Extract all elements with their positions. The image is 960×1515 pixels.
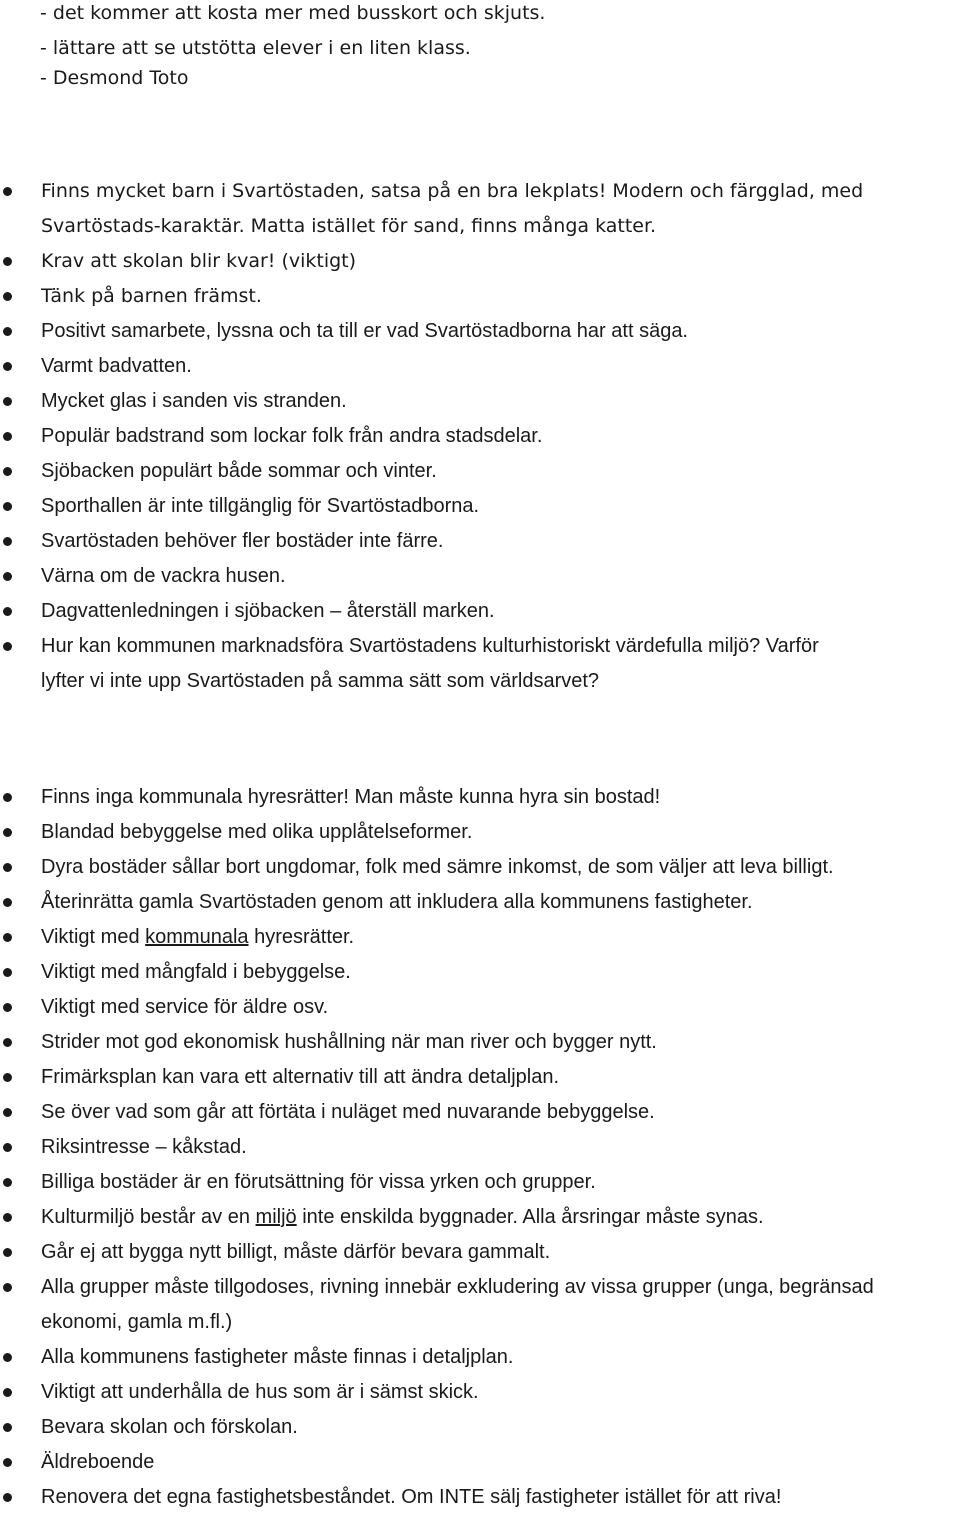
list-item-text: Strider mot god ekonomisk hushållning när man river och bygger nytt.	[41, 1031, 657, 1053]
list-item	[0, 314, 960, 349]
list-item	[0, 955, 960, 990]
list-item	[0, 1130, 960, 1165]
list-item	[0, 885, 960, 920]
list-item	[0, 1270, 960, 1340]
list-item-text: Kulturmiljö består av en	[41, 1206, 256, 1228]
list-item-text: Frimärksplan kan vara ett alternativ till att ändra detaljplan.	[41, 1066, 560, 1088]
list-item	[0, 850, 960, 885]
list-item-text: Viktigt med service för äldre osv.	[41, 996, 329, 1018]
list-item	[0, 1235, 960, 1270]
list-item-text: hyresrätter.	[248, 926, 355, 948]
list-item-line: Svartöstads-karaktär. Matta istället för sand, finns många katter.	[41, 215, 657, 237]
list-item-text: Svartöstaden behöver fler bostäder inte färre.	[41, 530, 444, 552]
list-item-line: Hur kan kommunen marknadsföra Svartöstadens kulturhistoriskt värdefulla miljö? Varför	[41, 635, 819, 657]
dash-line: - Desmond Toto	[40, 67, 189, 89]
list-item	[0, 1410, 960, 1445]
list-item-text: Mycket glas i sanden vis stranden.	[41, 390, 347, 412]
list-item	[0, 1480, 960, 1515]
list-item	[0, 1375, 960, 1410]
dash-line: - lättare att se utstötta elever i en liten klass.	[40, 37, 471, 59]
list-item	[0, 384, 960, 419]
list-item-text: Äldreboende	[41, 1451, 155, 1473]
list-item-text: Krav att skolan blir kvar! (viktigt)	[41, 250, 357, 272]
list-item	[0, 489, 960, 524]
list-item-text: inte enskilda byggnader. Alla årsringar måste synas.	[296, 1206, 764, 1228]
list-item	[0, 174, 960, 244]
list-item-text: Dyra bostäder sållar bort ungdomar, folk med sämre inkomst, de som väljer att leva billigt.	[41, 856, 834, 878]
list-item	[0, 920, 960, 955]
list-item-line: ekonomi, gamla m.fl.)	[41, 1311, 233, 1333]
list-item	[0, 1165, 960, 1200]
list-item	[0, 349, 960, 384]
list-item-text: Viktigt med mångfald i bebyggelse.	[41, 961, 351, 983]
list-item-text: Viktigt med	[41, 926, 146, 948]
bullet-list-section-1	[0, 174, 960, 314]
underlined-word: kommunala	[145, 926, 249, 948]
list-item-line: Finns mycket barn i Svartöstaden, satsa på en bra lekplats! Modern och färgglad, med	[41, 180, 864, 202]
list-item-text: Går ej att bygga nytt billigt, måste därför bevara gammalt.	[41, 1241, 551, 1263]
list-item-text: Positivt samarbete, lyssna och ta till er vad Svartöstadborna har att säga.	[41, 320, 688, 342]
list-item-line: Alla grupper måste tillgodoses, rivning innebär exkludering av vissa grupper (unga, begränsad	[41, 1276, 874, 1298]
list-item	[0, 559, 960, 594]
list-item	[0, 990, 960, 1025]
list-item	[0, 1200, 960, 1235]
list-item	[0, 1060, 960, 1095]
list-item	[0, 1445, 960, 1480]
list-item	[0, 1025, 960, 1060]
list-item	[0, 594, 960, 629]
list-item	[0, 244, 960, 279]
list-item-line: lyfter vi inte upp Svartöstaden på samma sätt som världsarvet?	[41, 670, 600, 692]
list-item-text: Dagvattenledningen i sjöbacken – återställ marken.	[41, 600, 495, 622]
list-item	[0, 1340, 960, 1375]
list-item-text: Populär badstrand som lockar folk från andra stadsdelar.	[41, 425, 543, 447]
list-item	[0, 524, 960, 559]
list-item-text: Återinrätta gamla Svartöstaden genom att inkludera alla kommunens fastigheter.	[41, 891, 753, 913]
dash-line: - det kommer att kosta mer med busskort och skjuts.	[40, 2, 546, 24]
list-item-text: Se över vad som går att förtäta i nuläget med nuvarande bebyggelse.	[41, 1101, 655, 1123]
list-item-text: Alla kommunens fastigheter måste finnas i detaljplan.	[41, 1346, 514, 1368]
bullet-list-section-3	[0, 780, 960, 1515]
list-item	[0, 1095, 960, 1130]
list-item	[0, 454, 960, 489]
list-item	[0, 419, 960, 454]
list-item	[0, 780, 960, 815]
list-item-text: Riksintresse – kåkstad.	[41, 1136, 247, 1158]
list-item-text: Värna om de vackra husen.	[41, 565, 286, 587]
list-item	[0, 629, 960, 699]
list-item-text: Tänk på barnen främst.	[41, 285, 262, 307]
list-item-text: Renovera det egna fastighetsbeståndet. Om INTE sälj fastigheter istället för att riva!	[41, 1486, 782, 1508]
list-item	[0, 279, 960, 314]
bullet-list-section-2	[0, 314, 960, 699]
list-item-text: Finns inga kommunala hyresrätter! Man måste kunna hyra sin bostad!	[41, 786, 661, 808]
list-item-text: Billiga bostäder är en förutsättning för vissa yrken och grupper.	[41, 1171, 596, 1193]
list-item-text: Blandad bebyggelse med olika upplåtelseformer.	[41, 821, 473, 843]
list-item-text: Bevara skolan och förskolan.	[41, 1416, 298, 1438]
list-item-text: Viktigt att underhålla de hus som är i sämst skick.	[41, 1381, 479, 1403]
list-item	[0, 815, 960, 850]
list-item-text: Sporthallen är inte tillgänglig för Svartöstadborna.	[41, 495, 480, 517]
list-item-text: Sjöbacken populärt både sommar och vinter.	[41, 460, 437, 482]
underlined-word: miljö	[255, 1206, 297, 1228]
list-item-text: Varmt badvatten.	[41, 355, 192, 377]
